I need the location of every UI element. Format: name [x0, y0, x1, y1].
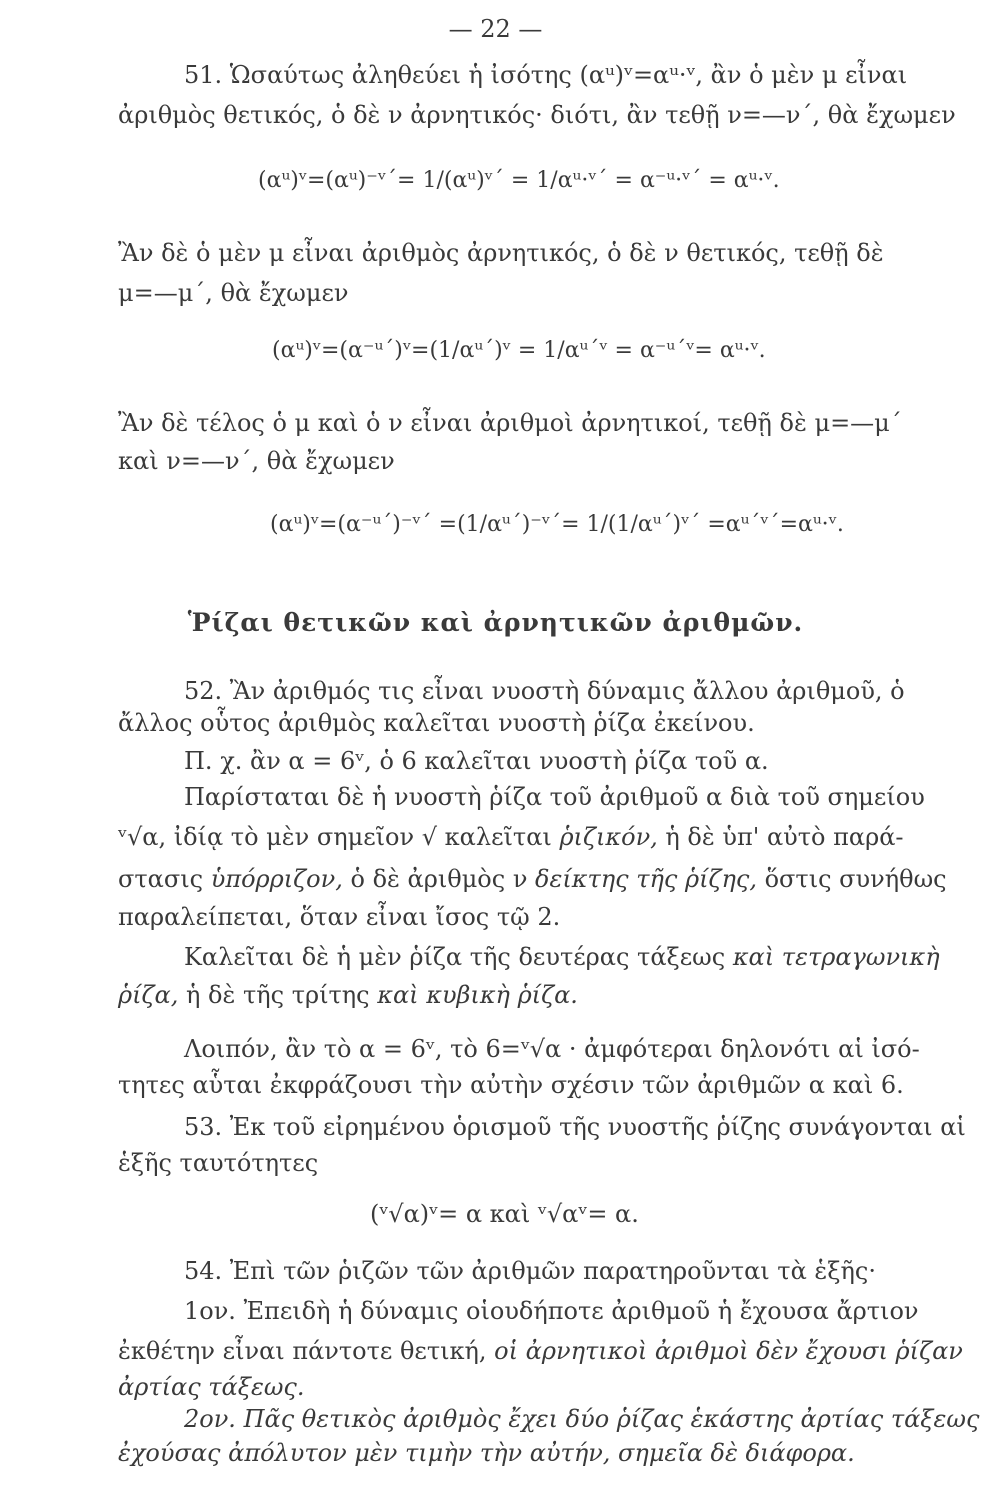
p51-line-1: 51. Ὡσαύτως ἀληθεύει ἡ ἰσότης (αᵘ)ᵛ=αᵘ·ᵛ, ἂν ὁ μὲν μ εἶναι [184, 61, 908, 89]
p52-line-7: παραλείπεται, ὅταν εἶναι ἴσος τῷ 2. [118, 903, 561, 931]
p54-line-3 [118, 1336, 963, 1366]
p51-line-6: καὶ ν=—ν΄, θὰ ἔχωμεν [118, 447, 395, 475]
p52-line-9 [118, 980, 578, 1010]
p54-line-2: 1ον. Ἐπειδὴ ἡ δύναμις οἱουδήποτε ἀριθμοῦ ἡ ἔχουσα ἄρτιον [184, 1297, 919, 1325]
p54-line-5: 2ον. Πᾶς θετικὸς ἀριθμὸς ἔχει δύο ῥίζας ἑκάστης ἀρτίας τάξεως [184, 1405, 980, 1433]
p52-line-1: 52. Ἂν ἀριθμός τις εἶναι νυοστὴ δύναμις ἄλλου ἀριθμοῦ, ὁ [184, 677, 905, 705]
term-tetragoniki: καὶ τετραγωνικὴ [732, 943, 940, 971]
p52-line-6a: στασις [118, 865, 211, 893]
p51-line-2: ἀριθμὸς θετικός, ὁ δὲ ν ἀρνητικός· διότι, ἂν τεθῇ ν=—ν΄, θὰ ἔχωμεν [118, 101, 956, 129]
p52-line-5c: ἡ δὲ ὑπ' αὐτὸ παρά- [657, 823, 904, 851]
p52-line-5a: ᵛ√α, ἰδίᾳ τὸ μὲν σημεῖον √ καλεῖται [118, 823, 560, 851]
equation-identities: (ᵛ√α)ᵛ= α καὶ ᵛ√αᵛ= α. [370, 1200, 639, 1228]
p54-line-3a: ἐκθέτην εἶναι πάντοτε θετική, [118, 1337, 495, 1365]
term-kyviki: καὶ κυβικὴ ῥίζα. [377, 981, 578, 1009]
p52-line-8 [184, 942, 940, 972]
p52-line-5 [118, 822, 904, 852]
p53-line-1: 53. Ἐκ τοῦ εἰρημένου ὁρισμοῦ τῆς νυοστῆς ῥίζης συνάγονται αἱ [184, 1113, 966, 1141]
p52-line-9b: ἡ δὲ τῆς τρίτης [178, 981, 378, 1009]
p52-line-2: ἄλλος οὗτος ἀριθμὸς καλεῖται νυοστὴ ῥίζα ἐκείνου. [118, 709, 755, 737]
section-heading: Ῥίζαι θετικῶν καὶ ἀρνητικῶν ἀριθμῶν. [187, 608, 804, 637]
equation-1: (αᵘ)ᵛ=(αᵘ)⁻ᵛ΄= 1/(αᵘ)ᵛ΄ = 1/αᵘ·ᵛ΄ = α⁻ᵘ·ᵛ΄ = αᵘ·ᵛ. [258, 168, 780, 193]
p51-line-5: Ἂν δὲ τέλος ὁ μ καὶ ὁ ν εἶναι ἀριθμοὶ ἀρνητικοί, τεθῇ δὲ μ=—μ΄ [118, 409, 902, 437]
p52-line-6e: ὅστις συνήθως [756, 865, 947, 893]
p52-line-10: Λοιπόν, ἂν τὸ α = 6ᵛ, τὸ 6=ᵛ√α · ἀμφότεραι δηλονότι αἱ ἰσό- [184, 1035, 920, 1063]
equation-3: (αᵘ)ᵛ=(α⁻ᵘ΄)⁻ᵛ΄ =(1/αᵘ΄)⁻ᵛ΄= 1/(1/αᵘ΄)ᵛ΄ =αᵘ΄ᵛ΄=αᵘ·ᵛ. [270, 512, 844, 537]
p54-line-3b: οἱ ἀρνητικοὶ ἀριθμοὶ δὲν ἔχουσι ῥίζαν [494, 1337, 963, 1365]
term-deiktis: δείκτης τῆς ῥίζης, [535, 865, 757, 893]
p52-line-3: Π. χ. ἂν α = 6ᵛ, ὁ 6 καλεῖται νυοστὴ ῥίζα τοῦ α. [184, 747, 769, 775]
term-hyporrizon: ὑπόρριζον, [210, 865, 343, 893]
term-riza: ῥίζα, [118, 981, 179, 1009]
p52-line-11: τητες αὗται ἐκφράζουσι τὴν αὐτὴν σχέσιν τῶν ἀριθμῶν α καὶ 6. [118, 1071, 904, 1099]
p52-line-6c: ὁ δὲ ἀριθμὸς ν [342, 865, 536, 893]
p54-line-4: ἀρτίας τάξεως. [118, 1373, 305, 1401]
term-rizikon: ῥιζικόν, [559, 823, 658, 851]
p52-line-6 [118, 864, 947, 894]
p53-line-2: ἑξῆς ταυτότητες [118, 1149, 319, 1177]
p54-line-6: ἐχούσας ἀπόλυτον μὲν τιμὴν τὴν αὐτήν, σημεῖα δὲ διάφορα. [118, 1439, 855, 1467]
p51-line-4: μ=—μ΄, θὰ ἔχωμεν [118, 279, 349, 307]
page-number: — 22 — [448, 15, 543, 43]
p52-line-4: Παρίσταται δὲ ἡ νυοστὴ ῥίζα τοῦ ἀριθμοῦ α διὰ τοῦ σημείου [184, 783, 925, 811]
p52-line-8a: Καλεῖται δὲ ἡ μὲν ῥίζα τῆς δευτέρας τάξεως [184, 943, 733, 971]
equation-2: (αᵘ)ᵛ=(α⁻ᵘ΄)ᵛ=(1/αᵘ΄)ᵛ = 1/αᵘ΄ᵛ = α⁻ᵘ΄ᵛ= αᵘ·ᵛ. [272, 338, 766, 363]
p51-line-3: Ἂν δὲ ὁ μὲν μ εἶναι ἀριθμὸς ἀρνητικός, ὁ δὲ ν θετικός, τεθῇ δὲ [118, 239, 884, 267]
p54-line-1: 54. Ἐπὶ τῶν ῥιζῶν τῶν ἀριθμῶν παρατηροῦνται τὰ ἑξῆς· [184, 1257, 876, 1285]
